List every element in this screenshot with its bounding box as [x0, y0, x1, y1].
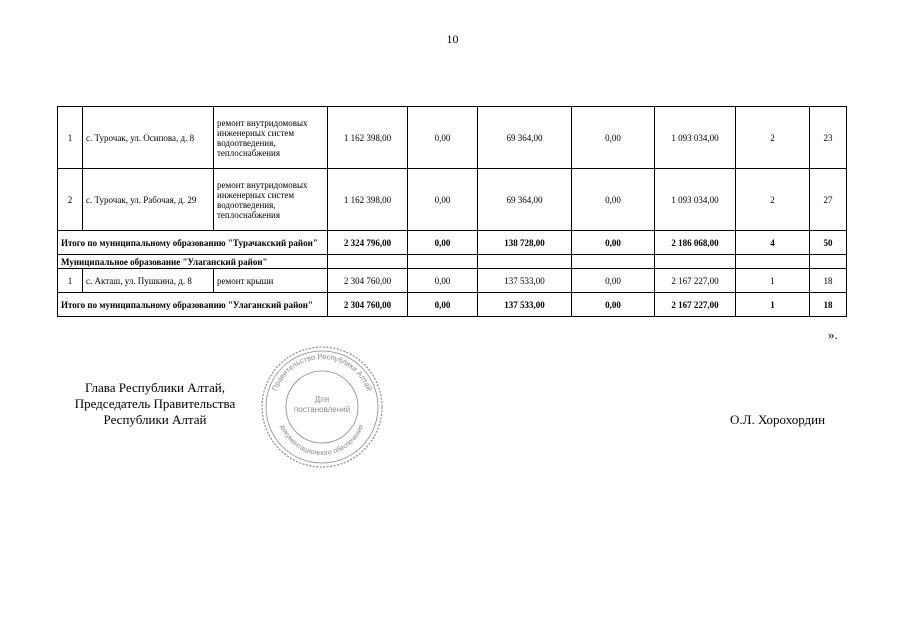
signer-title	[55, 380, 255, 428]
stamp-center-line: Для	[314, 395, 330, 404]
amount-cell: 0,00	[572, 169, 655, 231]
count-cell: 27	[810, 169, 847, 231]
amount-cell: 2 167 227,00	[655, 269, 736, 293]
stamp-center-label	[280, 395, 364, 415]
work-type-cell: ремонт внутридомовых инженерных систем водоотведения, теплоснабжения	[214, 169, 328, 231]
amount-cell: 2 304 760,00	[328, 293, 408, 317]
count-cell: 1	[736, 269, 810, 293]
count-cell: 1	[736, 293, 810, 317]
page-number: 10	[446, 32, 459, 46]
amount-cell: 2 167 227,00	[655, 293, 736, 317]
amount-cell: 0,00	[408, 107, 478, 169]
table-row	[58, 169, 847, 231]
amount-cell: 2 186 068,00	[655, 231, 736, 255]
amount-cell: 1 093 034,00	[655, 107, 736, 169]
amount-cell: 0,00	[572, 293, 655, 317]
section-label: Муниципальное образование "Улаганский район"	[58, 255, 328, 269]
table-row	[58, 107, 847, 169]
address-cell: с. Турочак, ул. Осипова, д. 8	[83, 107, 214, 169]
amount-cell: 138 728,00	[478, 231, 572, 255]
amount-cell: 137 533,00	[478, 293, 572, 317]
amount-cell: 69 364,00	[478, 107, 572, 169]
empty-cell	[655, 255, 736, 269]
amount-cell: 0,00	[572, 231, 655, 255]
budget-table	[57, 106, 847, 317]
empty-cell	[810, 255, 847, 269]
amount-cell: 0,00	[572, 107, 655, 169]
signer-name: О.Л. Хорохордин	[730, 412, 826, 427]
section-header-row	[58, 255, 847, 269]
subtotal-row	[58, 231, 847, 255]
address-cell: с. Акташ, ул. Пушкина, д. 8	[83, 269, 214, 293]
amount-cell: 2 324 796,00	[328, 231, 408, 255]
signer-title-line: Председатель Правительства	[74, 396, 236, 411]
amount-cell: 69 364,00	[478, 169, 572, 231]
amount-cell: 0,00	[408, 169, 478, 231]
address-cell: с. Турочак, ул. Рабочая, д. 29	[83, 169, 214, 231]
amount-cell: 1 162 398,00	[328, 107, 408, 169]
signer-title-line: Глава Республики Алтай,	[85, 380, 225, 395]
work-type-cell: ремонт крыши	[214, 269, 328, 293]
empty-cell	[478, 255, 572, 269]
row-number: 1	[58, 269, 83, 293]
amount-cell: 1 093 034,00	[655, 169, 736, 231]
count-cell: 4	[736, 231, 810, 255]
count-cell: 23	[810, 107, 847, 169]
amount-cell: 0,00	[408, 269, 478, 293]
work-type-cell: ремонт внутридомовых инженерных систем водоотведения, теплоснабжения	[214, 107, 328, 169]
amount-cell: 2 304 760,00	[328, 269, 408, 293]
subtotal-label: Итого по муниципальному образованию "Турачакский район"	[58, 231, 328, 255]
closing-quote-mark: ».	[828, 327, 838, 342]
subtotal-label: Итого по муниципальному образованию "Улаганский район"	[58, 293, 328, 317]
count-cell: 50	[810, 231, 847, 255]
empty-cell	[736, 255, 810, 269]
table-row	[58, 269, 847, 293]
count-cell: 18	[810, 293, 847, 317]
count-cell: 2	[736, 169, 810, 231]
stamp-center-line: постановлений	[293, 405, 351, 414]
amount-cell: 0,00	[408, 231, 478, 255]
empty-cell	[572, 255, 655, 269]
stamp-bottom-text: документационного обеспечения	[278, 423, 366, 458]
stamp-outer-text: Правительство Республики Алтай	[270, 351, 374, 393]
amount-cell: 1 162 398,00	[328, 169, 408, 231]
count-cell: 18	[810, 269, 847, 293]
signer-title-line: Республики Алтай	[103, 412, 207, 427]
amount-cell: 0,00	[572, 269, 655, 293]
empty-cell	[328, 255, 408, 269]
count-cell: 2	[736, 107, 810, 169]
empty-cell	[408, 255, 478, 269]
amount-cell: 137 533,00	[478, 269, 572, 293]
row-number: 1	[58, 107, 83, 169]
subtotal-row	[58, 293, 847, 317]
amount-cell: 0,00	[408, 293, 478, 317]
row-number: 2	[58, 169, 83, 231]
